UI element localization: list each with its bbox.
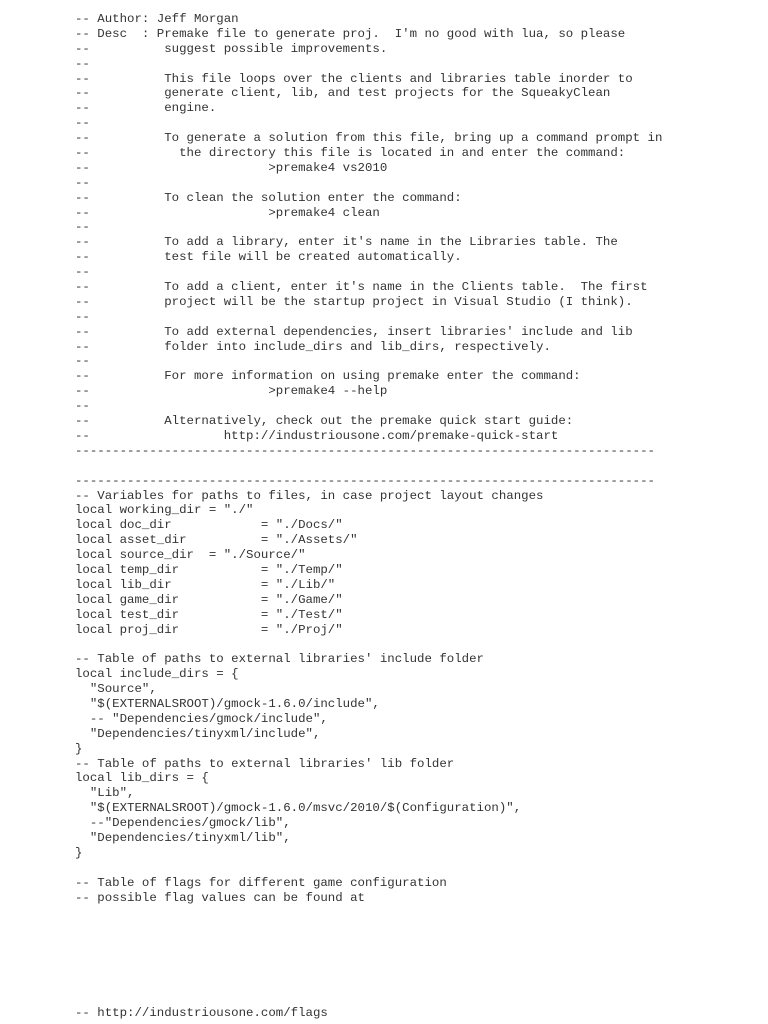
code-line: -- Author: Jeff Morgan	[75, 12, 239, 26]
code-line: --"Dependencies/gmock/lib",	[75, 816, 291, 831]
code-line	[75, 459, 662, 474]
code-line: -- To add a library, enter it's name in the Libraries table. The	[75, 235, 618, 250]
code-line: -- possible flag values can be found at	[75, 890, 365, 905]
code-line: -- the directory this file is located in and enter the command:	[75, 146, 626, 161]
code-line: -- suggest possible improvements.	[75, 41, 388, 56]
code-line: --	[75, 175, 90, 190]
code-line: -- To generate a solution from this file, bring up a command prompt in	[75, 131, 663, 146]
code-line: local source_dir = "./Source/"	[75, 548, 306, 563]
code-line: -- Alternatively, check out the premake quick start guide:	[75, 414, 574, 429]
code-line: -- For more information on using premake enter the command:	[75, 369, 581, 384]
code-line: -- "Dependencies/gmock/include",	[75, 711, 328, 726]
code-line: --	[75, 354, 90, 369]
code-line: --	[75, 116, 90, 131]
code-line: "Dependencies/tinyxml/lib",	[75, 830, 291, 845]
code-line: --	[75, 309, 90, 324]
code-line: -- folder into include_dirs and lib_dirs, respectively.	[75, 339, 551, 354]
code-line: local proj_dir = "./Proj/"	[75, 622, 343, 637]
code-line: -- http://industriousone.com/premake-quick-start	[75, 428, 559, 443]
code-line: local temp_dir = "./Temp/"	[75, 562, 343, 577]
code-line: --	[75, 220, 90, 235]
code-line	[75, 861, 662, 876]
code-line: --	[75, 56, 90, 71]
code-line: local lib_dir = "./Lib/"	[75, 577, 336, 592]
code-line: -- To clean the solution enter the command:	[75, 190, 462, 205]
code-line: -- This file loops over the clients and libraries table inorder to	[75, 71, 633, 86]
code-line: -- Table of paths to external libraries' lib folder	[75, 756, 455, 771]
code-line: "$(EXTERNALSROOT)/gmock-1.6.0/msvc/2010/$(Configuration)",	[75, 801, 522, 816]
code-line: -- project will be the startup project in Visual Studio (I think).	[75, 294, 633, 309]
code-line: -- >premake4 clean	[75, 205, 380, 220]
code-line	[75, 637, 662, 652]
code-line: local game_dir = "./Game/"	[75, 592, 343, 607]
code-line: -- To add external dependencies, insert libraries' include and lib	[75, 324, 633, 339]
code-line: "Source",	[75, 682, 157, 697]
code-line: -- >premake4 --help	[75, 384, 388, 399]
code-line: }	[75, 741, 83, 756]
code-line: -- To add a client, enter it's name in the Clients table. The first	[75, 280, 648, 295]
code-line: }	[75, 845, 83, 860]
code-line: -- test file will be created automatically.	[75, 250, 462, 265]
code-line: --	[75, 265, 90, 280]
code-line: -- >premake4 vs2010	[75, 160, 388, 175]
code-line: -- engine.	[75, 101, 217, 116]
code-line: -- Table of flags for different game configuration	[75, 875, 447, 890]
code-line: local doc_dir = "./Docs/"	[75, 518, 343, 533]
code-line: local include_dirs = {	[75, 667, 239, 682]
code-line: ------------------------------------------------------------------------------	[75, 473, 655, 488]
code-line: -- Table of paths to external libraries' include folder	[75, 652, 484, 667]
code-line: -- Variables for paths to files, in case project layout changes	[75, 488, 544, 503]
code-line: local lib_dirs = {	[75, 771, 209, 786]
code-line: local asset_dir = "./Assets/"	[75, 533, 358, 548]
code-line: "$(EXTERNALSROOT)/gmock-1.6.0/include",	[75, 696, 380, 711]
code-line-footer-url: -- http://industriousone.com/flags	[75, 1006, 328, 1020]
code-line: local test_dir = "./Test/"	[75, 607, 343, 622]
code-line: ------------------------------------------------------------------------------	[75, 443, 655, 458]
code-listing	[75, 12, 662, 905]
code-line: --	[75, 399, 90, 414]
code-line: -- generate client, lib, and test projects for the SqueakyClean	[75, 86, 611, 101]
code-line: local working_dir = "./"	[75, 503, 254, 518]
code-line: "Lib",	[75, 786, 135, 801]
code-line: "Dependencies/tinyxml/include",	[75, 726, 321, 741]
code-line: -- Desc : Premake file to generate proj. I'm no good with lua, so please	[75, 26, 626, 41]
